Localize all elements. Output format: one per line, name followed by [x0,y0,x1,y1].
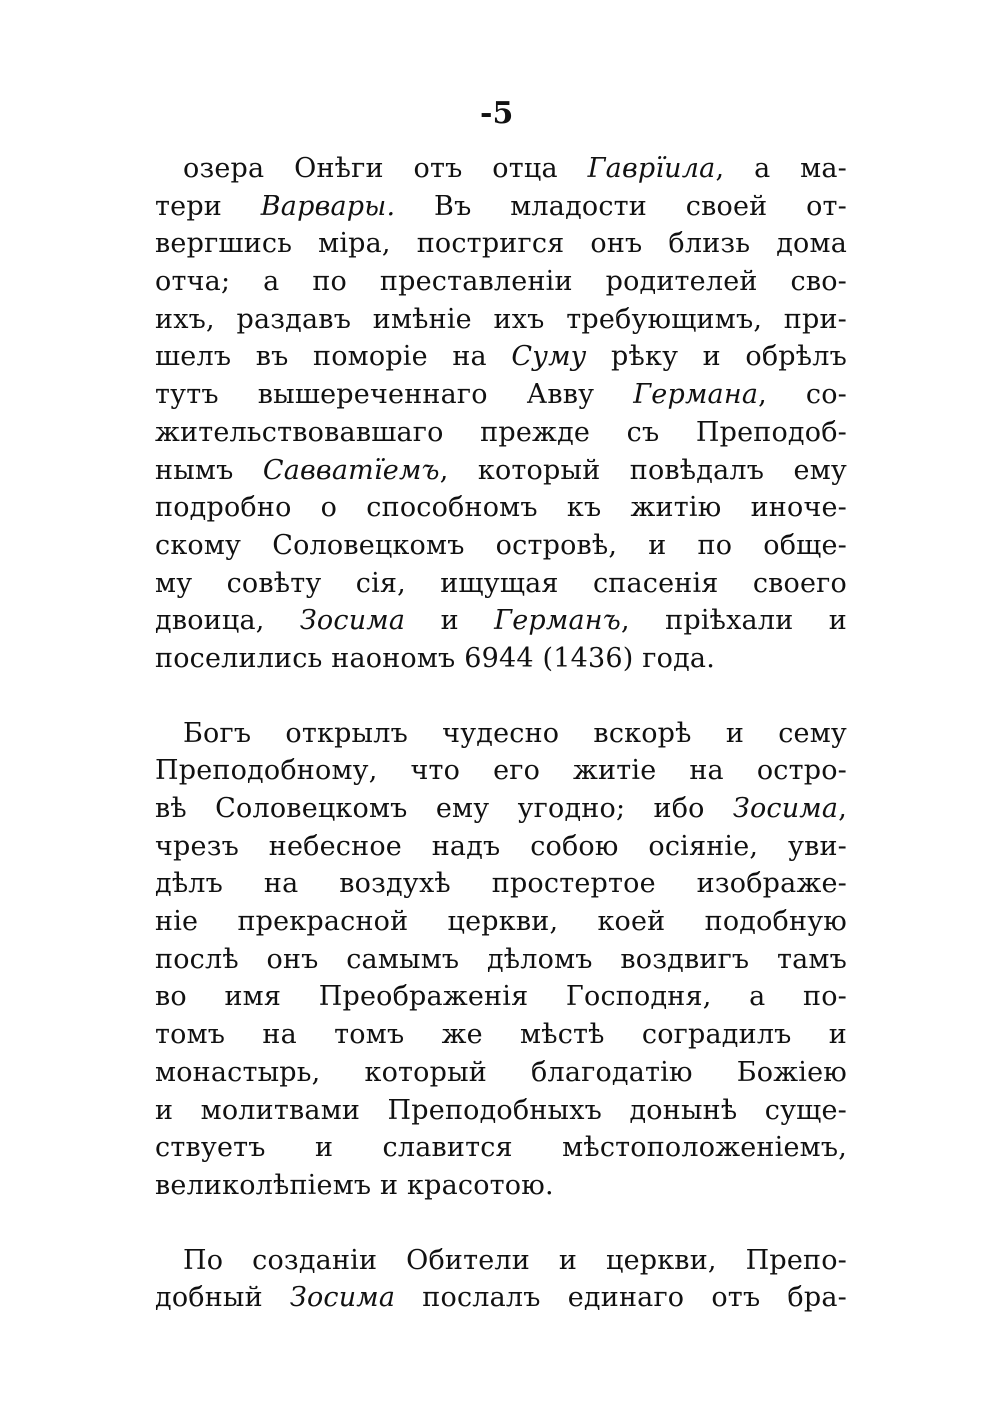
text-run: скому Соловецкомъ островѣ, и по обще- [155,529,847,561]
text-line [155,1092,847,1130]
text-run: подробно о способномъ къ житію иноче- [155,492,847,524]
text-line [155,941,847,979]
text-line [155,1167,847,1205]
text-line [155,150,847,188]
text-line [155,225,847,263]
text-run: добный [155,1282,290,1314]
text-run: двоица, [155,605,300,637]
text-line [155,1016,847,1054]
text-line [155,452,847,490]
italic-name: Зосима [732,793,839,824]
italic-name: Суму [511,341,587,373]
text-line [155,978,847,1016]
text-line [155,1279,847,1317]
text-line [155,828,847,866]
text-run: послѣ онъ самымъ дѣломъ воздвигъ тамъ [155,943,847,975]
text-line [155,376,847,414]
text-run: нымъ [155,454,263,486]
text-run: Богъ открылъ чудесно вскорѣ и сему [183,717,847,749]
text-line [155,640,847,678]
text-line [155,602,847,640]
text-run: му совѣту сія, ищущая спасенія своего [155,567,847,599]
text-run: монастырь, который благодатію Божіею [155,1056,847,1088]
text-run: ніе прекрасной церкви, коей подобную [155,906,847,938]
text-line [155,527,847,565]
text-run: и молитвами Преподобныхъ донынѣ суще- [155,1094,847,1126]
text-run: тутъ вышереченнаго Авву [155,379,634,411]
italic-name: Германъ [494,605,621,637]
text-run: , [838,793,847,824]
text-line [155,715,847,753]
text-run: ихъ, раздавъ имѣніе ихъ требующимъ, при- [155,303,847,335]
text-line [155,263,847,301]
italic-name: Гаврїила [587,153,716,184]
text-line [155,301,847,339]
text-run: озера Онѣги отъ отца [183,153,588,184]
body-text [155,150,847,1354]
text-run: и [405,605,495,637]
text-line [155,1054,847,1092]
text-line [155,1129,847,1167]
text-run: Преподобному, что его житіе на остро- [155,755,847,787]
text-run: , а ма- [715,153,847,184]
text-run: послалъ единаго отъ бра- [395,1282,847,1314]
text-line [155,489,847,527]
italic-name: Савватїемъ [262,454,440,486]
text-run: отча; а по преставленіи родителей сво- [155,266,847,298]
text-line [155,565,847,603]
text-run: томъ на томъ же мѣстѣ соградилъ и [155,1019,847,1051]
text-run: чрезъ небесное надъ собою осіяніе, уви- [155,830,847,862]
text-run: поселились наономъ 6944 (1436) года. [155,642,715,674]
text-line [155,338,847,376]
paragraph [155,150,847,678]
italic-name: Германа [633,379,759,411]
text-run: дѣлъ на воздухѣ простертое изображе- [155,868,847,900]
italic-name: Зосима [299,605,406,637]
paragraph [155,715,847,1205]
page-number: -5 [480,96,514,131]
text-line [155,1242,847,1280]
text-line [155,752,847,790]
text-run: , со- [758,379,848,411]
text-run: вергшись міра, постригся онъ близь дома [155,228,847,260]
text-line [155,903,847,941]
text-run: шелъ въ поморіе на [155,341,512,373]
text-run: во имя Преображенія Господня, а по- [155,981,847,1013]
italic-name: Зосима [289,1282,396,1314]
text-run: тери [155,190,261,222]
italic-name: Варвары. [260,190,396,222]
text-run: вѣ Соловецкомъ ему угодно; ибо [155,793,733,824]
text-run: рѣку и обрѣлъ [586,341,848,373]
paragraph [155,1242,847,1317]
text-run: , пріѣхали и [620,605,847,637]
text-run: Въ младости своей от- [395,190,847,222]
text-run: , который повѣдалъ ему [439,454,847,486]
text-line [155,865,847,903]
text-line [155,790,847,828]
text-line [155,188,847,226]
text-run: жительствовавшаго прежде съ Преподоб- [155,416,847,448]
text-line [155,414,847,452]
text-run: По созданіи Обители и церкви, Препо- [183,1244,847,1276]
text-run: ствуетъ и славится мѣстоположеніемъ, [155,1132,847,1164]
text-run: великолѣпіемъ и красотою. [155,1169,554,1201]
